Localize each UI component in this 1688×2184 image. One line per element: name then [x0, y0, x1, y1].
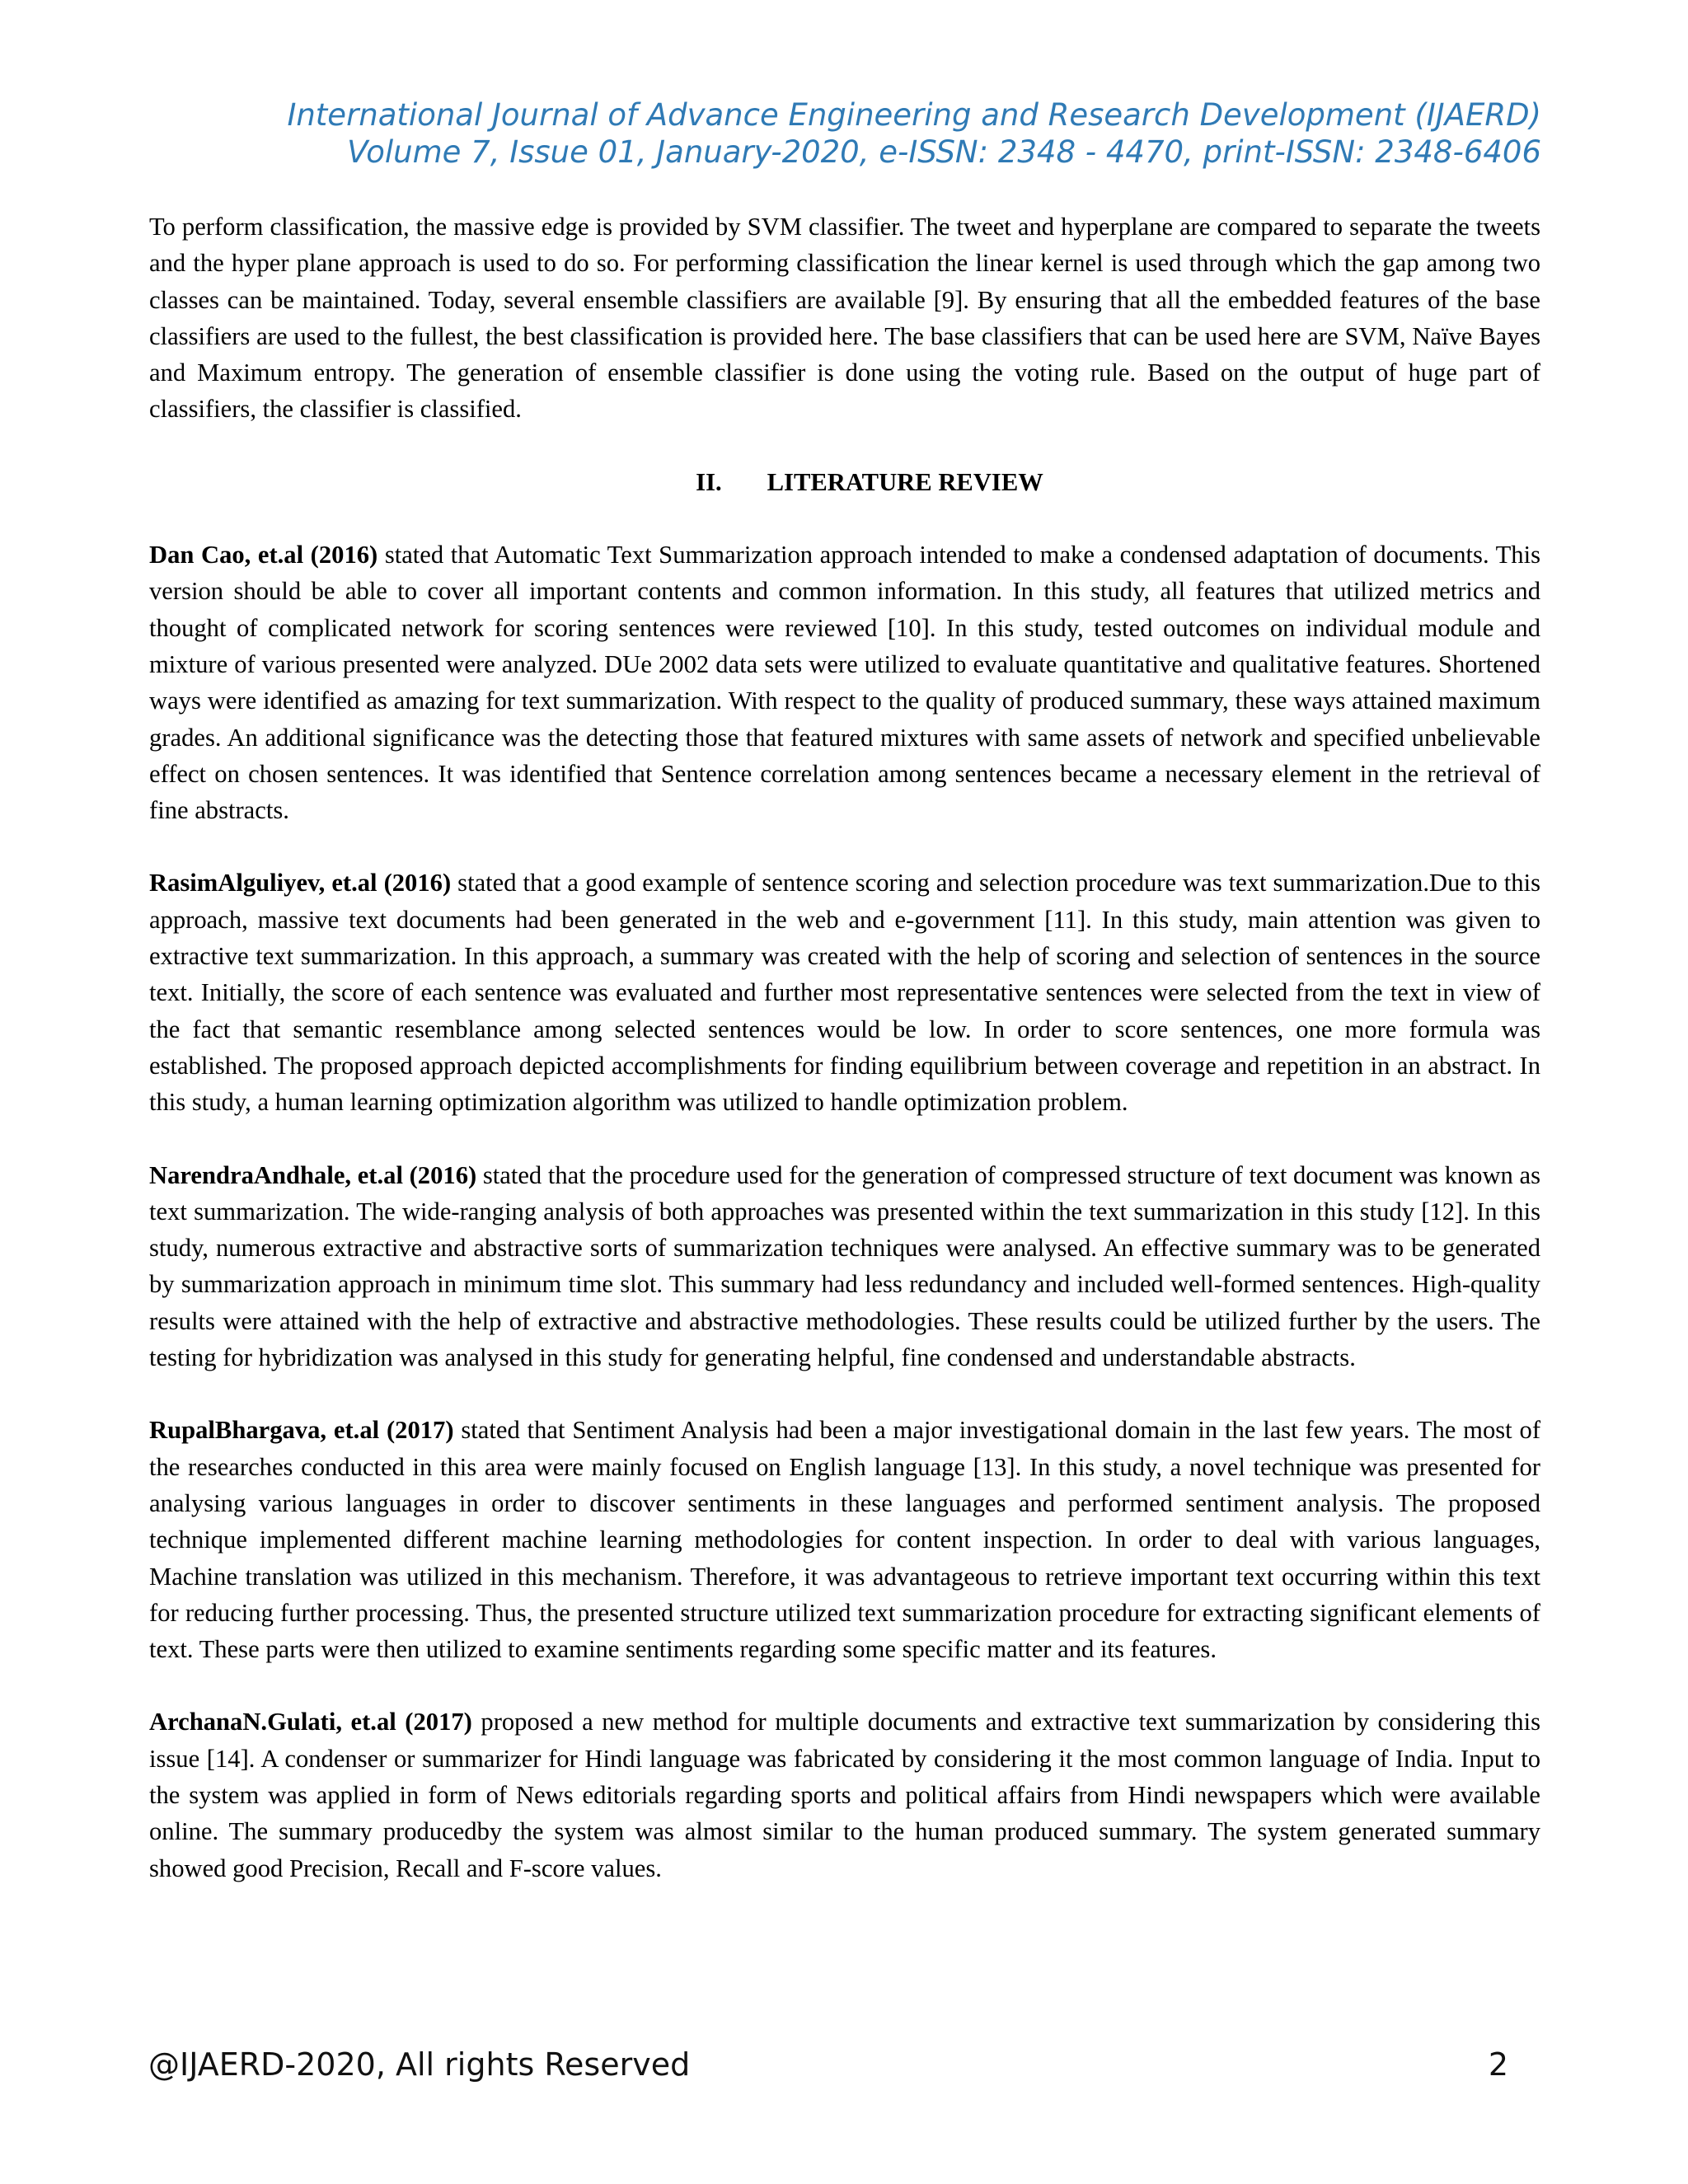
review-author: Dan Cao, et.al (2016) — [149, 541, 378, 569]
page-number: 2 — [1488, 2046, 1508, 2083]
intro-paragraph: To perform classification, the massive edge is provided by SVM classifier. The tweet and hyperplane are compared to separate the tweets and the hyper plane approach is used to do so. For performing classification the linear kernel is used through which the gap among two classes can be maintained. Today, several ensemble classifiers are available [9]. By ensuring that all the embedded features of the base classifiers are used to the fullest, the best classification is provided here. The base classifiers that can be used here are SVM, Naïve Bayes and Maximum entropy. The generation of ensemble classifier is done using the voting rule. Based on the output of huge part of classifiers, the classifier is classified. — [149, 213, 1540, 424]
review-paragraph — [149, 1412, 1540, 1667]
journal-title-line: International Journal of Advance Engineering and Research Development (IJAERD) — [287, 97, 1541, 133]
review-text: stated that a good example of sentence scoring and selection procedure was text summarization.Due to this approach, massive text documents had been generated in the web and e-government [11]. In this study, main attention was given to extractive text summarization. In this approach, a summary was created with the help of scoring and selection of sentences in the source text. Initially, the score of each sentence was evaluated and further most representative sentences were selected from the text in view of the fact that semantic resemblance among selected sentences would be low. In order to score sentences, one more formula was established. The proposed approach depicted accomplishments for finding equilibrium between coverage and repetition in an abstract. In this study, a human learning optimization algorithm was utilized to handle optimization problem. — [149, 869, 1540, 1117]
review-paragraph — [149, 865, 1540, 1120]
article-body — [149, 209, 1540, 1923]
section-number: II. — [696, 467, 722, 496]
copyright-notice: @IJAERD-2020, All rights Reserved — [148, 2046, 691, 2083]
journal-volume-line: Volume 7, Issue 01, January-2020, e-ISSN: 2348 - 4470, print-ISSN: 2348-6406 — [347, 134, 1541, 170]
review-author: RupalBhargava, et.al (2017) — [149, 1416, 454, 1445]
section-heading — [149, 464, 1540, 500]
journal-header — [148, 96, 1541, 171]
review-text: stated that the procedure used for the generation of compressed structure of text document was known as text summarization. The wide-ranging analysis of both approaches was presented within the text summarization in this study [12]. In this study, numerous extractive and abstractive sorts of summarization techniques were analysed. An effective summary was to be generated by summarization approach in minimum time slot. This summary had less redundancy and included well-formed sentences. High-quality results were attained with the help of extractive and abstractive methodologies. These results could be utilized further by the users. The testing for hybridization was analysed in this study for generating helpful, fine condensed and understandable abstracts. — [149, 1160, 1541, 1372]
review-paragraph — [149, 537, 1540, 828]
review-text: stated that Automatic Text Summarization approach intended to make a condensed adaptation of documents. This version should be able to cover all important contents and common information. In this study, all features that utilized metrics and thought of complicated network for scoring sentences were reviewed [10]. In this study, tested outcomes on individual module and mixture of various presented were analyzed. DUe 2002 data sets were utilized to evaluate quantitative and qualitative features. Shortened ways were identified as amazing for text summarization. With respect to the quality of produced summary, these ways attained maximum grades. An additional significance was the detecting those that featured mixtures with same assets of network and specified unbelievable effect on chosen sentences. It was identified that Sentence correlation among sentences became a necessary element in the retrieval of fine abstracts. — [149, 541, 1540, 825]
section-title: LITERATURE REVIEW — [767, 467, 1043, 496]
review-author: ArchanaN.Gulati, et.al (2017) — [149, 1708, 472, 1736]
review-text: proposed a new method for multiple documents and extractive text summarization by considering this issue [14]. A condenser or summarizer for Hindi language was fabricated by considering it the most common language of India. Input to the system was applied in form of News editorials regarding sports and political affairs from Hindi newspapers which were available online. The summary producedby the system was almost similar to the human produced summary. The system generated summary showed good Precision, Recall and F-score values. — [149, 1708, 1540, 1882]
review-author: NarendraAndhale, et.al (2016) — [149, 1160, 477, 1189]
review-text: stated that Sentiment Analysis had been a major investigational domain in the last few years. The most of the researches conducted in this area were mainly focused on English language [13]. In this study, a novel technique was presented for analysing various languages in order to discover sentiments in these languages and performed sentiment analysis. The proposed technique implemented different machine learning methodologies for content inspection. In order to deal with various languages, Machine translation was utilized in this mechanism. Therefore, it was advantageous to retrieve important text occurring within this text for reducing further processing. Thus, the presented structure utilized text summarization procedure for extracting significant elements of text. These parts were then utilized to examine sentiments regarding some specific matter and its features. — [149, 1416, 1541, 1664]
review-author: RasimAlguliyev, et.al (2016) — [149, 869, 452, 898]
review-paragraph — [149, 1704, 1540, 1886]
review-paragraph — [149, 1157, 1540, 1376]
